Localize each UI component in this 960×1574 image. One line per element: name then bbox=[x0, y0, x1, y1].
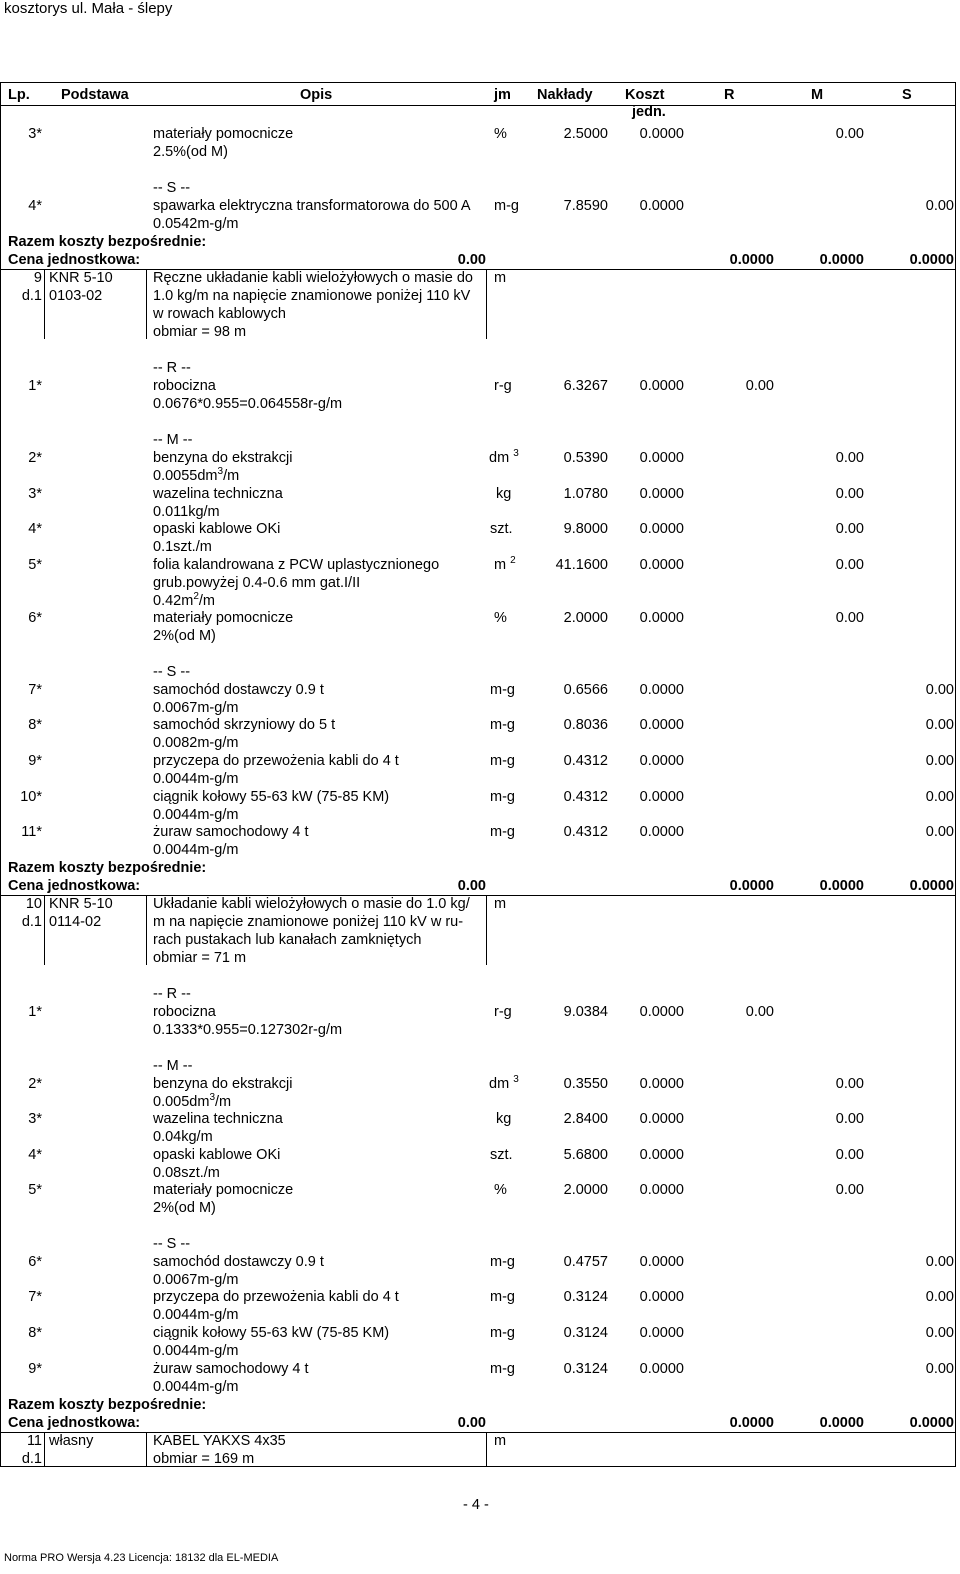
row-lp: 8* bbox=[28, 717, 42, 733]
row-opis-2: 2%(od M) bbox=[153, 1200, 216, 1216]
row-lp: 1* bbox=[28, 378, 42, 394]
row-opis-2: 0.0044m-g/m bbox=[153, 842, 239, 858]
row-naklady: 2.0000 bbox=[563, 610, 608, 626]
row-value: 0.00 bbox=[835, 557, 864, 573]
position-opis: Układanie kabli wielożyłowych o masie do 1.0 kg/ bbox=[153, 896, 470, 912]
row-value: 0.00 bbox=[835, 126, 864, 142]
row-naklady: 0.3550 bbox=[563, 1076, 608, 1092]
row-jm: m-g bbox=[490, 1325, 515, 1341]
row-naklady: 0.4757 bbox=[563, 1254, 608, 1270]
row-jm: dm $^3$ bbox=[489, 448, 519, 466]
position-lp: 9 bbox=[33, 270, 42, 286]
row-opis: benzyna do ekstrakcji bbox=[153, 1076, 293, 1092]
footer-license: Norma PRO Wersja 4.23 Licencja: 18132 dla EL-MEDIA bbox=[4, 1552, 279, 1564]
row-value: 0.00 bbox=[835, 450, 864, 466]
row-lp: 9* bbox=[28, 1361, 42, 1377]
header-naklady: Nakłady bbox=[537, 87, 593, 103]
row-opis: wazelina techniczna bbox=[153, 1111, 283, 1127]
row-naklady: 1.0780 bbox=[563, 486, 608, 502]
row-value: 0.00 bbox=[925, 1254, 954, 1270]
row-separator bbox=[0, 269, 956, 270]
row-opis-2: 2.5%(od M) bbox=[153, 144, 228, 160]
row-opis: folia kalandrowana z PCW uplastycznionego bbox=[153, 557, 440, 573]
row-opis-2: $0.005dm^3/m$ bbox=[153, 1092, 232, 1110]
row-koszt: 0.0000 bbox=[639, 682, 684, 698]
row-koszt: 0.0000 bbox=[639, 198, 684, 214]
header-bottom-border bbox=[0, 105, 956, 106]
row-lp: 9* bbox=[28, 753, 42, 769]
section-label-m: -- M -- bbox=[153, 1058, 193, 1074]
row-naklady: 0.5390 bbox=[563, 450, 608, 466]
row-value: 0.00 bbox=[925, 789, 954, 805]
row-lp: 2* bbox=[28, 1076, 42, 1092]
row-naklady: 0.4312 bbox=[563, 824, 608, 840]
row-jm: m-g bbox=[490, 682, 515, 698]
row-naklady: 0.4312 bbox=[563, 789, 608, 805]
position-lp: 10 bbox=[25, 896, 42, 912]
row-opis: spawarka elektryczna transformatorowa do 500 A bbox=[153, 198, 471, 214]
row-opis-2: 0.0067m-g/m bbox=[153, 1272, 239, 1288]
row-jm: m $^2$ bbox=[494, 555, 516, 573]
position-podstawa: KNR 5-10 bbox=[49, 896, 113, 912]
position-obmiar: obmiar = 71 m bbox=[153, 950, 247, 966]
row-opis: opaski kablowe OKi bbox=[153, 1147, 281, 1163]
row-opis-2: 0.0542m-g/m bbox=[153, 216, 239, 232]
col-divider bbox=[44, 1432, 45, 1466]
position-jm: m bbox=[494, 1433, 507, 1449]
position-podstawa-2: 0103-02 bbox=[49, 288, 103, 304]
row-lp: 2* bbox=[28, 450, 42, 466]
row-jm: m-g bbox=[490, 824, 515, 840]
col-divider bbox=[486, 1432, 487, 1466]
row-lp: 6* bbox=[28, 610, 42, 626]
row-jm: % bbox=[494, 126, 507, 142]
row-koszt: 0.0000 bbox=[639, 1111, 684, 1127]
position-podstawa: własny bbox=[49, 1433, 94, 1449]
row-jm: m-g bbox=[490, 789, 515, 805]
row-lp: 7* bbox=[28, 682, 42, 698]
row-koszt: 0.0000 bbox=[639, 557, 684, 573]
row-opis-2: grub.powyżej 0.4-0.6 mm gat.I/II bbox=[153, 575, 361, 591]
row-value: 0.00 bbox=[925, 1325, 954, 1341]
row-value: 0.00 bbox=[745, 378, 774, 394]
row-opis: opaski kablowe OKi bbox=[153, 521, 281, 537]
row-opis-2: 0.0082m-g/m bbox=[153, 735, 239, 751]
row-naklady: 41.1600 bbox=[555, 557, 608, 573]
row-value: 0.00 bbox=[835, 1111, 864, 1127]
row-opis-2: 0.0044m-g/m bbox=[153, 1307, 239, 1323]
row-jm: kg bbox=[496, 486, 512, 502]
header-jedn: jedn. bbox=[632, 104, 666, 120]
cena-value: 0.00 bbox=[457, 878, 486, 894]
header-s: S bbox=[902, 87, 912, 103]
table-left-border bbox=[0, 82, 1, 1466]
cena-r: 0.0000 bbox=[729, 1415, 774, 1431]
col-divider bbox=[146, 269, 147, 339]
row-value: 0.00 bbox=[835, 1147, 864, 1163]
table-bottom-border bbox=[0, 1466, 956, 1467]
row-opis-2: 2%(od M) bbox=[153, 628, 216, 644]
row-jm: m-g bbox=[490, 753, 515, 769]
header-opis: Opis bbox=[300, 87, 333, 103]
row-opis-2: 0.0676*0.955=0.064558r-g/m bbox=[153, 396, 343, 412]
row-opis: materiały pomocnicze bbox=[153, 610, 294, 626]
position-podstawa: KNR 5-10 bbox=[49, 270, 113, 286]
row-naklady: 0.3124 bbox=[563, 1289, 608, 1305]
row-koszt: 0.0000 bbox=[639, 789, 684, 805]
row-naklady: 7.8590 bbox=[563, 198, 608, 214]
razem-label: Razem koszty bezpośrednie: bbox=[8, 860, 207, 876]
position-podstawa-2: 0114-02 bbox=[49, 914, 102, 930]
row-opis: robocizna bbox=[153, 1004, 216, 1020]
position-lp-2: d.1 bbox=[21, 1451, 42, 1467]
position-opis: 1.0 kg/m na napięcie znamionowe poniżej 110 kV bbox=[153, 288, 471, 304]
row-lp: 1* bbox=[28, 1004, 42, 1020]
row-naklady: 0.4312 bbox=[563, 753, 608, 769]
row-opis: samochód skrzyniowy do 5 t bbox=[153, 717, 336, 733]
row-opis: ciągnik kołowy 55-63 kW (75-85 KM) bbox=[153, 1325, 390, 1341]
row-opis-2: 0.08szt./m bbox=[153, 1165, 220, 1181]
position-obmiar: obmiar = 169 m bbox=[153, 1451, 255, 1467]
header-lp: Lp. bbox=[8, 87, 30, 103]
row-lp: 6* bbox=[28, 1254, 42, 1270]
position-opis: Ręczne układanie kabli wielożyłowych o masie do bbox=[153, 270, 473, 286]
col-divider bbox=[44, 269, 45, 339]
section-label-m: -- M -- bbox=[153, 432, 193, 448]
row-koszt: 0.0000 bbox=[639, 521, 684, 537]
position-opis: m na napięcie znamionowe poniżej 110 kV w ru- bbox=[153, 914, 464, 930]
row-lp: 3* bbox=[28, 126, 42, 142]
row-jm: r-g bbox=[494, 1004, 512, 1020]
cena-m: 0.0000 bbox=[819, 1415, 864, 1431]
section-label-s: -- S -- bbox=[153, 1236, 191, 1252]
row-opis: robocizna bbox=[153, 378, 216, 394]
row-jm: m-g bbox=[490, 1361, 515, 1377]
header-podstawa: Podstawa bbox=[61, 87, 129, 103]
section-label-s: -- S -- bbox=[153, 180, 191, 196]
col-divider bbox=[486, 895, 487, 965]
row-opis: przyczepa do przewożenia kabli do 4 t bbox=[153, 753, 399, 769]
cena-value: 0.00 bbox=[457, 252, 486, 268]
row-separator bbox=[0, 1432, 956, 1433]
row-lp: 7* bbox=[28, 1289, 42, 1305]
row-opis: wazelina techniczna bbox=[153, 486, 283, 502]
cena-label: Cena jednostkowa: bbox=[8, 1415, 141, 1431]
row-naklady: 0.3124 bbox=[563, 1325, 608, 1341]
row-koszt: 0.0000 bbox=[639, 1289, 684, 1305]
row-opis: przyczepa do przewożenia kabli do 4 t bbox=[153, 1289, 399, 1305]
row-value: 0.00 bbox=[835, 1182, 864, 1198]
page-title: kosztorys ul. Mała - ślepy bbox=[4, 0, 173, 17]
cena-label: Cena jednostkowa: bbox=[8, 252, 141, 268]
page-number: - 4 - bbox=[463, 1497, 489, 1513]
row-jm: m-g bbox=[490, 717, 515, 733]
row-value: 0.00 bbox=[925, 198, 954, 214]
row-value: 0.00 bbox=[835, 486, 864, 502]
row-koszt: 0.0000 bbox=[639, 1254, 684, 1270]
row-naklady: 0.3124 bbox=[563, 1361, 608, 1377]
position-lp-2: d.1 bbox=[21, 914, 42, 930]
cena-s: 0.0000 bbox=[909, 252, 954, 268]
row-jm: szt. bbox=[490, 1147, 513, 1163]
row-opis: materiały pomocnicze bbox=[153, 126, 294, 142]
table-top-border bbox=[0, 82, 956, 83]
row-opis: żuraw samochodowy 4 t bbox=[153, 1361, 309, 1377]
row-jm: kg bbox=[496, 1111, 512, 1127]
razem-label: Razem koszty bezpośrednie: bbox=[8, 234, 207, 250]
row-jm: % bbox=[494, 610, 507, 626]
row-koszt: 0.0000 bbox=[639, 1076, 684, 1092]
row-opis-2: 0.011kg/m bbox=[153, 504, 220, 520]
row-koszt: 0.0000 bbox=[639, 753, 684, 769]
row-jm: m-g bbox=[494, 198, 519, 214]
row-value: 0.00 bbox=[925, 717, 954, 733]
row-koszt: 0.0000 bbox=[639, 717, 684, 733]
row-jm: % bbox=[494, 1182, 507, 1198]
row-value: 0.00 bbox=[745, 1004, 774, 1020]
row-koszt: 0.0000 bbox=[639, 1361, 684, 1377]
cena-s: 0.0000 bbox=[909, 878, 954, 894]
row-koszt: 0.0000 bbox=[639, 1004, 684, 1020]
row-opis-2: $0.0055dm^3/m$ bbox=[153, 466, 240, 484]
header-jm: jm bbox=[494, 87, 511, 103]
row-koszt: 0.0000 bbox=[639, 378, 684, 394]
row-value: 0.00 bbox=[925, 1289, 954, 1305]
row-opis-2: 0.0067m-g/m bbox=[153, 700, 239, 716]
row-opis: ciągnik kołowy 55-63 kW (75-85 KM) bbox=[153, 789, 390, 805]
position-opis: rach pustakach lub kanałach zamkniętych bbox=[153, 932, 422, 948]
cena-value: 0.00 bbox=[457, 1415, 486, 1431]
row-value: 0.00 bbox=[925, 753, 954, 769]
row-opis: żuraw samochodowy 4 t bbox=[153, 824, 309, 840]
position-opis: KABEL YAKXS 4x35 bbox=[153, 1433, 286, 1449]
row-opis: benzyna do ekstrakcji bbox=[153, 450, 293, 466]
row-opis-3: $0.42m^2/m$ bbox=[153, 591, 215, 609]
row-koszt: 0.0000 bbox=[639, 450, 684, 466]
cena-r: 0.0000 bbox=[729, 252, 774, 268]
row-opis-2: 0.0044m-g/m bbox=[153, 1343, 239, 1359]
row-value: 0.00 bbox=[835, 610, 864, 626]
position-lp: 11 bbox=[26, 1433, 42, 1449]
row-naklady: 6.3267 bbox=[563, 378, 608, 394]
row-naklady: 9.8000 bbox=[563, 521, 608, 537]
row-jm: r-g bbox=[494, 378, 512, 394]
row-naklady: 2.5000 bbox=[563, 126, 608, 142]
col-divider bbox=[44, 895, 45, 965]
cena-label: Cena jednostkowa: bbox=[8, 878, 141, 894]
row-koszt: 0.0000 bbox=[639, 486, 684, 502]
row-opis-2: 0.1333*0.955=0.127302r-g/m bbox=[153, 1022, 343, 1038]
row-naklady: 5.6800 bbox=[563, 1147, 608, 1163]
row-opis-2: 0.0044m-g/m bbox=[153, 807, 239, 823]
cena-m: 0.0000 bbox=[819, 252, 864, 268]
header-koszt: Koszt bbox=[625, 87, 665, 103]
row-koszt: 0.0000 bbox=[639, 824, 684, 840]
section-label-s: -- S -- bbox=[153, 664, 191, 680]
cena-r: 0.0000 bbox=[729, 878, 774, 894]
table-right-border bbox=[955, 82, 956, 1466]
header-r: R bbox=[724, 87, 735, 103]
row-naklady: 0.8036 bbox=[563, 717, 608, 733]
row-value: 0.00 bbox=[925, 824, 954, 840]
position-opis: w rowach kablowych bbox=[153, 306, 286, 322]
col-divider bbox=[146, 1432, 147, 1466]
row-lp: 5* bbox=[28, 1182, 42, 1198]
row-opis: samochód dostawczy 0.9 t bbox=[153, 682, 324, 698]
row-opis-2: 0.0044m-g/m bbox=[153, 1379, 239, 1395]
row-jm: m-g bbox=[490, 1289, 515, 1305]
row-jm: dm $^3$ bbox=[489, 1074, 519, 1092]
row-naklady: 2.8400 bbox=[563, 1111, 608, 1127]
row-value: 0.00 bbox=[835, 1076, 864, 1092]
row-naklady: 0.6566 bbox=[563, 682, 608, 698]
position-jm: m bbox=[494, 896, 507, 912]
row-koszt: 0.0000 bbox=[639, 610, 684, 626]
cena-s: 0.0000 bbox=[909, 1415, 954, 1431]
row-jm: szt. bbox=[490, 521, 513, 537]
row-koszt: 0.0000 bbox=[639, 1147, 684, 1163]
row-lp: 4* bbox=[28, 198, 42, 214]
row-separator bbox=[0, 895, 956, 896]
razem-label: Razem koszty bezpośrednie: bbox=[8, 1397, 207, 1413]
row-opis: samochód dostawczy 0.9 t bbox=[153, 1254, 324, 1270]
row-opis-2: 0.0044m-g/m bbox=[153, 771, 239, 787]
row-koszt: 0.0000 bbox=[639, 1182, 684, 1198]
row-naklady: 9.0384 bbox=[563, 1004, 608, 1020]
row-lp: 5* bbox=[28, 557, 42, 573]
position-obmiar: obmiar = 98 m bbox=[153, 324, 247, 340]
section-label-r: -- R -- bbox=[153, 986, 191, 1002]
row-naklady: 2.0000 bbox=[563, 1182, 608, 1198]
row-lp: 3* bbox=[28, 486, 42, 502]
row-opis: materiały pomocnicze bbox=[153, 1182, 294, 1198]
cena-m: 0.0000 bbox=[819, 878, 864, 894]
row-koszt: 0.0000 bbox=[639, 126, 684, 142]
row-lp: 4* bbox=[28, 521, 42, 537]
position-lp-2: d.1 bbox=[21, 288, 42, 304]
row-opis-2: 0.1szt./m bbox=[153, 539, 212, 555]
row-value: 0.00 bbox=[925, 1361, 954, 1377]
row-lp: 11* bbox=[21, 824, 42, 840]
row-lp: 3* bbox=[28, 1111, 42, 1127]
row-opis-2: 0.04kg/m bbox=[153, 1129, 213, 1145]
row-jm: m-g bbox=[490, 1254, 515, 1270]
row-lp: 8* bbox=[28, 1325, 42, 1341]
position-jm: m bbox=[494, 270, 507, 286]
row-lp: 4* bbox=[28, 1147, 42, 1163]
col-divider bbox=[486, 269, 487, 339]
row-value: 0.00 bbox=[835, 521, 864, 537]
row-koszt: 0.0000 bbox=[639, 1325, 684, 1341]
col-divider bbox=[146, 895, 147, 965]
row-lp: 10* bbox=[20, 789, 42, 805]
row-value: 0.00 bbox=[925, 682, 954, 698]
section-label-r: -- R -- bbox=[153, 360, 191, 376]
header-m: M bbox=[811, 87, 824, 103]
